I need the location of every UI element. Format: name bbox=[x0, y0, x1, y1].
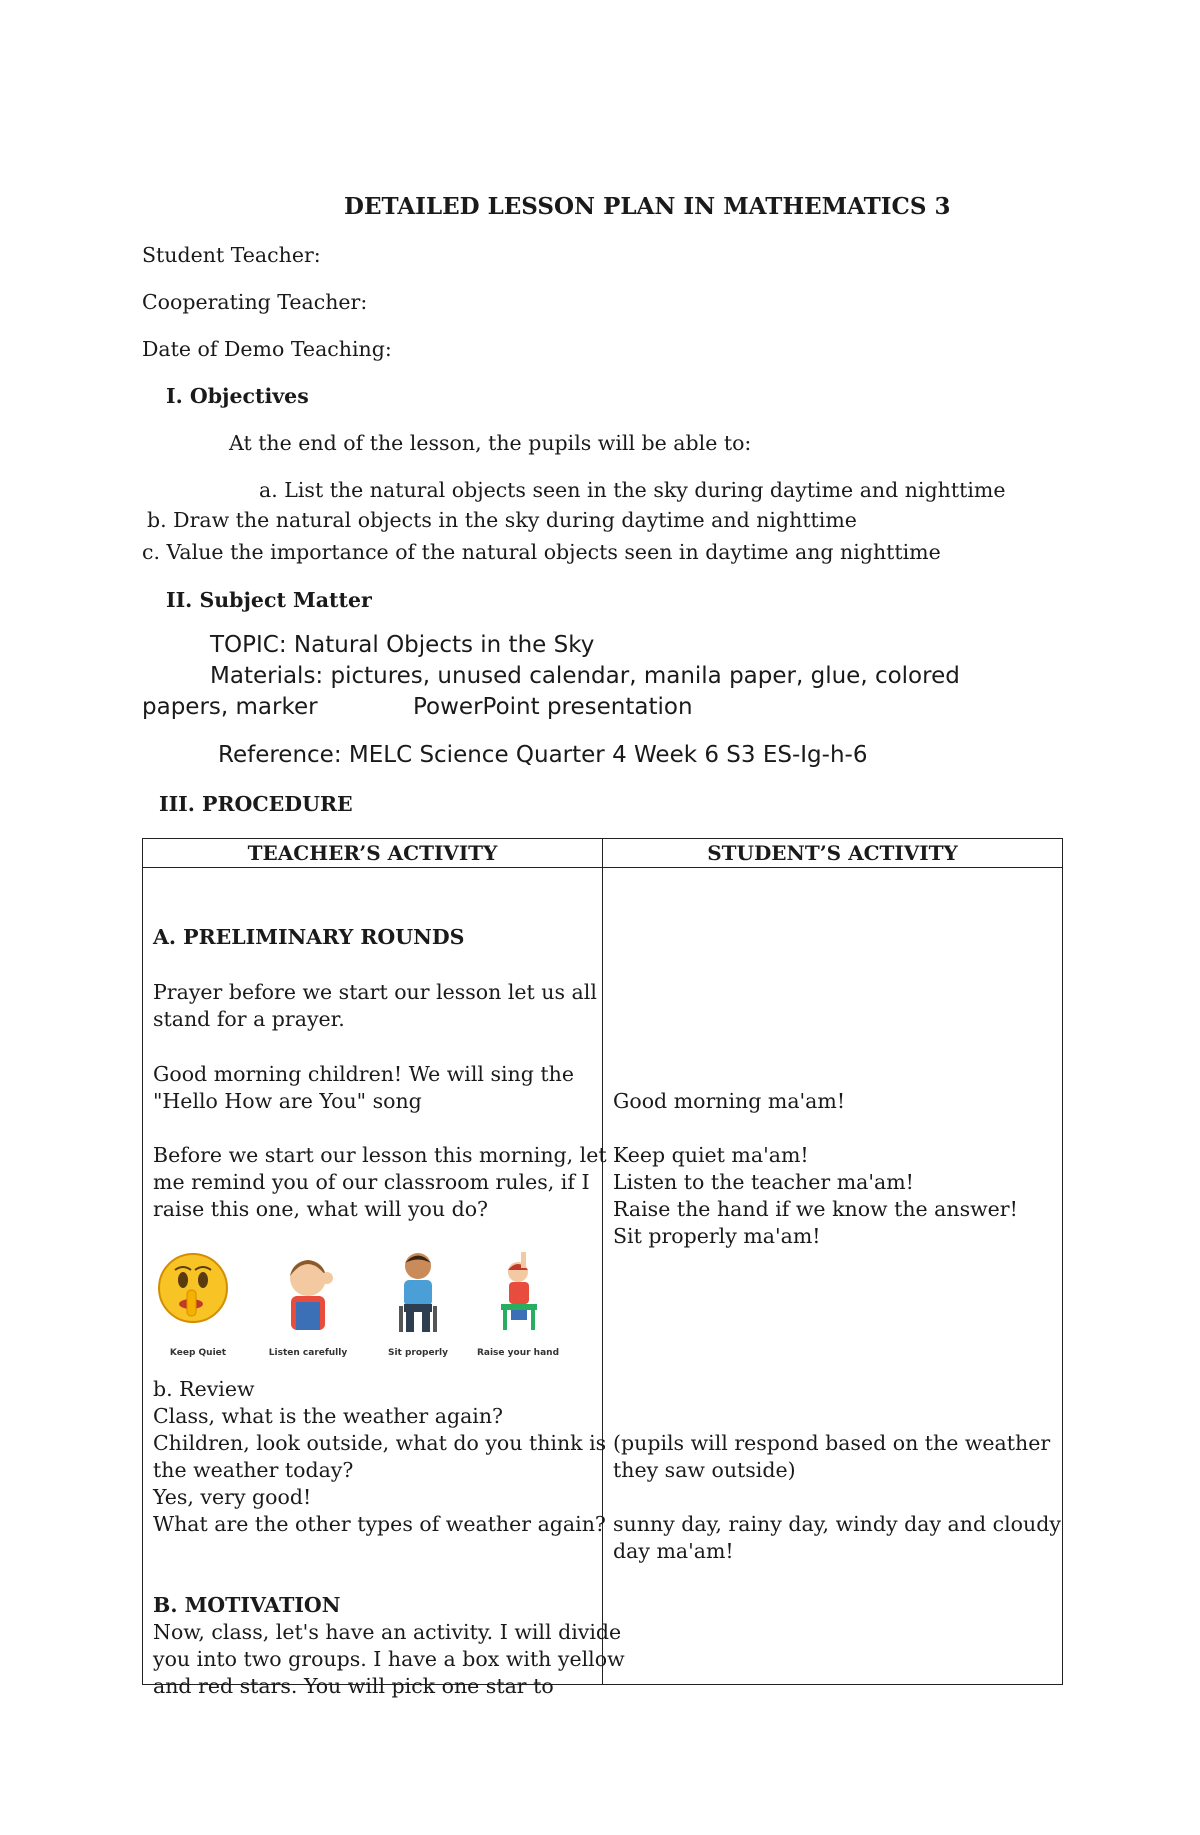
student-greeting: Good morning ma'am! bbox=[613, 1089, 846, 1113]
student-rule-4: Sit properly ma'am! bbox=[613, 1224, 821, 1248]
raise-your-hand-image bbox=[473, 1248, 563, 1358]
reference-line: Reference: MELC Science Quarter 4 Week 6 S3 ES-Ig-h-6 bbox=[218, 742, 868, 768]
student-weather-line-2: day ma'am! bbox=[613, 1539, 734, 1563]
keep-quiet-image bbox=[153, 1248, 243, 1358]
materials-line-1: Materials: pictures, unused calendar, manila paper, glue, colored bbox=[210, 663, 960, 689]
objectives-intro: At the end of the lesson, the pupils will be able to: bbox=[229, 431, 752, 455]
greeting-line-1: Good morning children! We will sing the bbox=[153, 1062, 574, 1086]
document-title: DETAILED LESSON PLAN IN MATHEMATICS 3 bbox=[344, 193, 951, 220]
topic-line: TOPIC: Natural Objects in the Sky bbox=[210, 632, 595, 658]
student-review-line-1: (pupils will respond based on the weather bbox=[613, 1431, 1051, 1455]
objectives-heading: I. Objectives bbox=[166, 384, 309, 408]
student-activity-header: STUDENT’S ACTIVITY bbox=[603, 839, 1063, 868]
objective-a: a. List the natural objects seen in the sky during daytime and nighttime bbox=[259, 478, 1006, 502]
materials-line-2: papers, marker bbox=[142, 694, 318, 720]
student-rule-3: Raise the hand if we know the answer! bbox=[613, 1197, 1018, 1221]
review-line-5: What are the other types of weather again? bbox=[153, 1512, 606, 1536]
procedure-heading: III. PROCEDURE bbox=[159, 792, 353, 816]
subject-matter-heading: II. Subject Matter bbox=[166, 588, 372, 612]
preliminary-rounds-heading: A. PRELIMINARY ROUNDS bbox=[153, 925, 465, 949]
student-rule-2: Listen to the teacher ma'am! bbox=[613, 1170, 914, 1194]
cooperating-teacher-label: Cooperating Teacher: bbox=[142, 290, 368, 314]
student-teacher-label: Student Teacher: bbox=[142, 243, 321, 267]
keep-quiet-caption: Keep Quiet bbox=[169, 1348, 227, 1358]
review-heading: b. Review bbox=[153, 1377, 255, 1401]
student-rule-1: Keep quiet ma'am! bbox=[613, 1143, 809, 1167]
rules-line-2: me remind you of our classroom rules, if I bbox=[153, 1170, 590, 1194]
student-activity-cell bbox=[603, 868, 1063, 1685]
teacher-activity-cell bbox=[143, 868, 625, 1698]
listen-carefully-caption: Listen carefully bbox=[268, 1348, 348, 1358]
review-line-2: Children, look outside, what do you think is bbox=[153, 1431, 607, 1455]
motivation-line-1: Now, class, let's have an activity. I will divide bbox=[153, 1620, 622, 1644]
motivation-line-3: and red stars. You will pick one star to bbox=[153, 1674, 554, 1698]
prayer-line-1: Prayer before we start our lesson let us all bbox=[153, 980, 597, 1004]
sit-properly-caption: Sit properly bbox=[387, 1348, 448, 1358]
student-weather-line-1: sunny day, rainy day, windy day and cloudy bbox=[613, 1512, 1061, 1536]
motivation-line-2: you into two groups. I have a box with yellow bbox=[153, 1647, 625, 1671]
objective-c: c. Value the importance of the natural objects seen in daytime ang nighttime bbox=[142, 540, 941, 564]
materials-line-2b: PowerPoint presentation bbox=[413, 694, 693, 720]
raise-your-hand-caption: Raise your hand bbox=[476, 1348, 560, 1358]
motivation-heading: B. MOTIVATION bbox=[153, 1593, 341, 1617]
rules-line-1: Before we start our lesson this morning, let bbox=[153, 1143, 607, 1167]
objective-b: b. Draw the natural objects in the sky during daytime and nighttime bbox=[147, 508, 857, 532]
prayer-line-2: stand for a prayer. bbox=[153, 1007, 345, 1031]
teacher-activity-header: TEACHER’S ACTIVITY bbox=[143, 839, 603, 868]
procedure-table bbox=[142, 838, 1063, 1698]
greeting-line-2: "Hello How are You" song bbox=[153, 1089, 422, 1113]
listen-carefully-image bbox=[263, 1248, 353, 1358]
review-line-1: Class, what is the weather again? bbox=[153, 1404, 504, 1428]
student-review-line-2: they saw outside) bbox=[613, 1458, 796, 1482]
rules-line-3: raise this one, what will you do? bbox=[153, 1197, 489, 1221]
classroom-rules-images bbox=[153, 1248, 573, 1358]
review-line-4: Yes, very good! bbox=[153, 1485, 312, 1509]
sit-properly-image bbox=[373, 1248, 463, 1358]
date-of-demo-label: Date of Demo Teaching: bbox=[142, 337, 392, 361]
review-line-3: the weather today? bbox=[153, 1458, 354, 1482]
